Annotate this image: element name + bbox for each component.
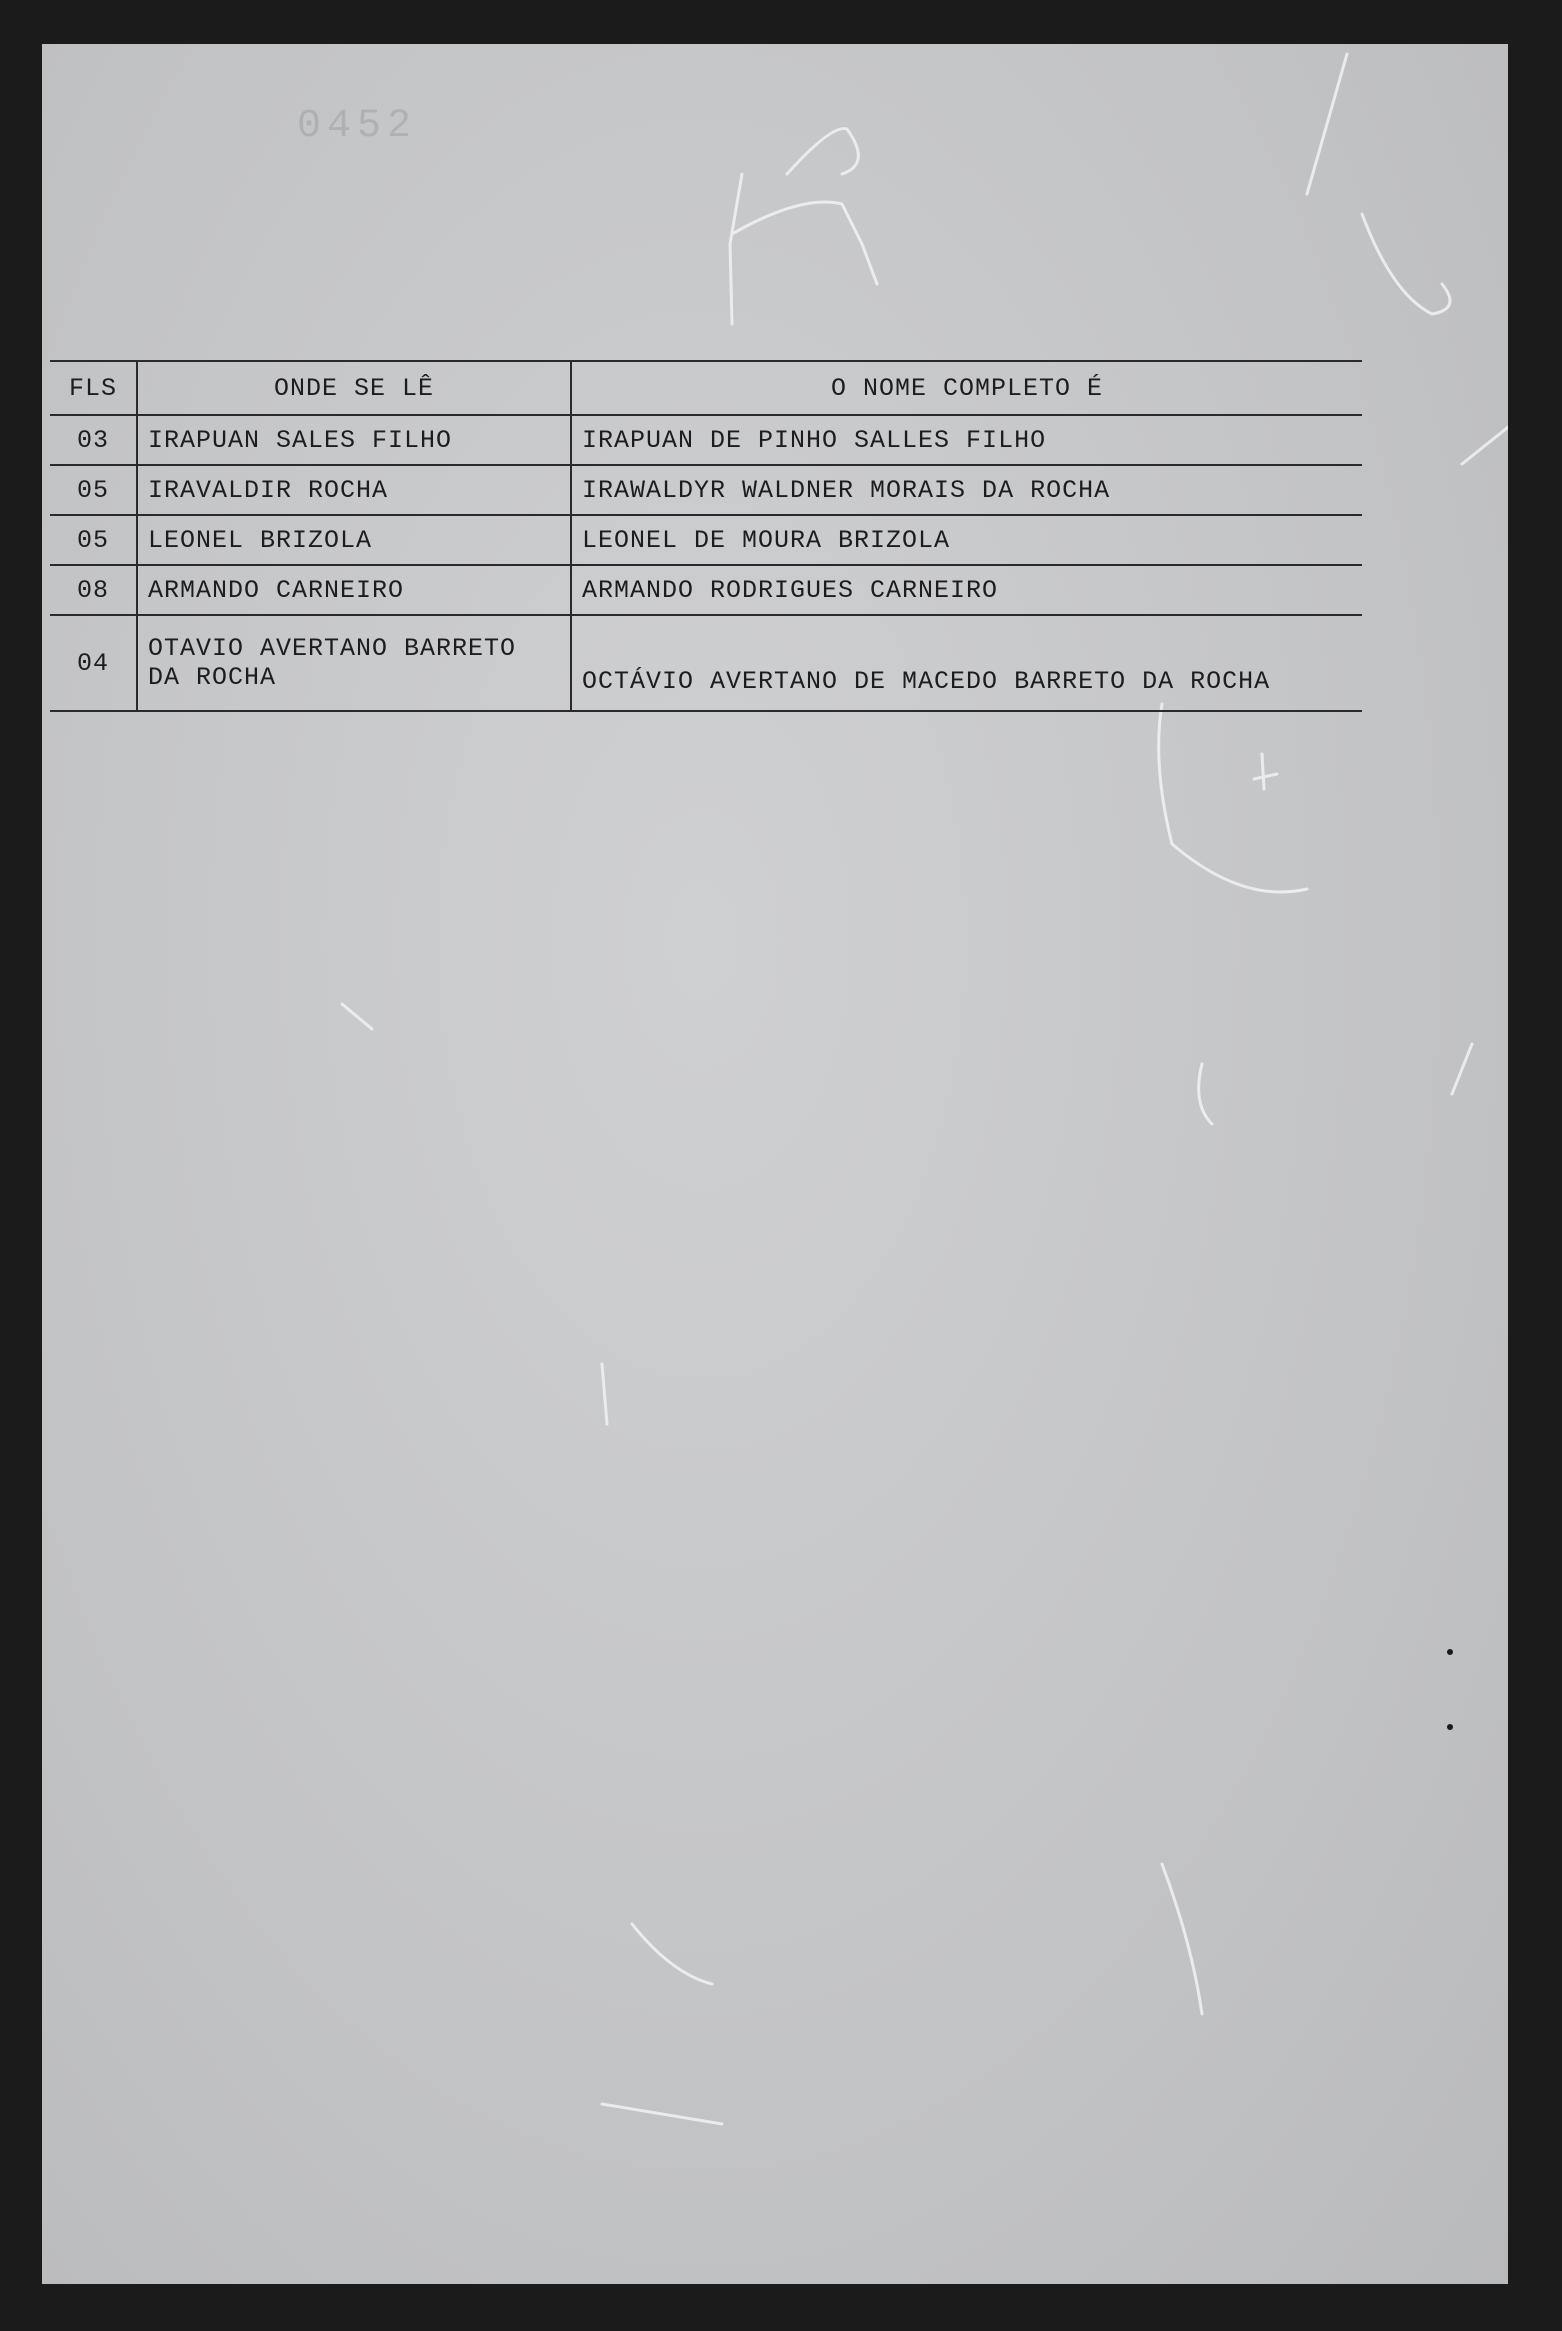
cell-onde-se-le: IRAPUAN SALES FILHO (137, 415, 571, 465)
table-row (50, 565, 1362, 615)
cell-nome-completo: OCTÁVIO AVERTANO DE MACEDO BARRETO DA ROCHA (571, 615, 1362, 711)
cell-onde-se-le: OTAVIO AVERTANO BARRETO DA ROCHA (137, 615, 571, 711)
cell-fls: 03 (50, 415, 137, 465)
cell-nome-completo: ARMANDO RODRIGUES CARNEIRO (571, 565, 1362, 615)
cell-onde-se-le: LEONEL BRIZOLA (137, 515, 571, 565)
cell-fls: 05 (50, 515, 137, 565)
page-stamp: 0452 (297, 104, 418, 149)
cell-onde-se-le: ARMANDO CARNEIRO (137, 565, 571, 615)
cell-nome-completo: IRAPUAN DE PINHO SALLES FILHO (571, 415, 1362, 465)
cell-nome-completo: LEONEL DE MOURA BRIZOLA (571, 515, 1362, 565)
names-table (50, 360, 1362, 712)
table-row (50, 415, 1362, 465)
header-fls: FLS (50, 361, 137, 415)
header-nome-completo: O NOME COMPLETO É (571, 361, 1362, 415)
header-onde-se-le: ONDE SE LÊ (137, 361, 571, 415)
cell-nome-completo: IRAWALDYR WALDNER MORAIS DA ROCHA (571, 465, 1362, 515)
cell-fls: 05 (50, 465, 137, 515)
table-row (50, 615, 1362, 711)
table-row (50, 515, 1362, 565)
cell-fls: 08 (50, 565, 137, 615)
cell-fls: 04 (50, 615, 137, 711)
table-header-row (50, 361, 1362, 415)
cell-onde-se-le: IRAVALDIR ROCHA (137, 465, 571, 515)
speck (1447, 1724, 1453, 1730)
document-page (42, 44, 1508, 2284)
speck (1447, 1649, 1453, 1655)
table-row (50, 465, 1362, 515)
